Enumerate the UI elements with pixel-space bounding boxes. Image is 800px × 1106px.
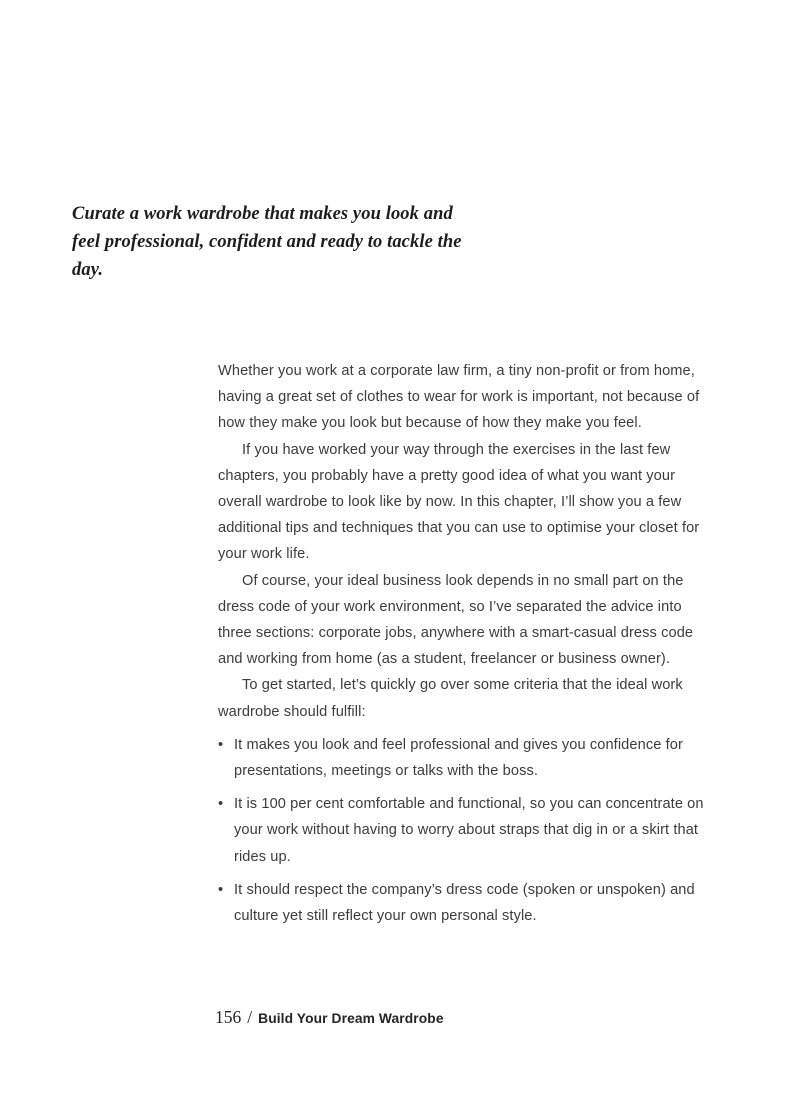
body-text	[218, 358, 705, 929]
criteria-list	[218, 732, 705, 929]
book-title: Build Your Dream Wardrobe	[258, 1011, 444, 1026]
list-item: • It is 100 per cent comfortable and functional, so you can concentrate on your work without having to worry about straps that dig in or a skirt that rides up.	[218, 791, 705, 870]
page-number: 156	[215, 1007, 242, 1027]
paragraph: If you have worked your way through the exercises in the last few chapters, you probably have a pretty good idea of what you want your overall wardrobe to look like by now. In this chapter, I’ll show you a few additional tips and techniques that you can use to optimise your closet for your work life.	[218, 441, 700, 563]
list-item: • It should respect the company’s dress code (spoken or unspoken) and culture yet still reflect your own personal style.	[218, 877, 705, 929]
chapter-intro-quote: Curate a work wardrobe that makes you look and feel professional, confident and ready to tackle the day.	[72, 204, 462, 280]
page-footer	[215, 1007, 444, 1028]
list-item: • It makes you look and feel professional and gives you confidence for presentations, meetings or talks with the boss.	[218, 732, 705, 784]
footer-separator: /	[247, 1007, 253, 1027]
paragraph: Of course, your ideal business look depends in no small part on the dress code of your work environment, so I’ve separated the advice into three sections: corporate jobs, anywhere with a smart-casual dress code and working from home (as a student, freelancer or business owner).	[218, 572, 694, 668]
paragraph: Whether you work at a corporate law firm, a tiny non-profit or from home, having a great set of clothes to wear for work is important, not because of how they make you look but because of how they make you feel.	[218, 363, 700, 432]
paragraph: To get started, let’s quickly go over some criteria that the ideal work wardrobe should fulfill:	[218, 677, 683, 720]
